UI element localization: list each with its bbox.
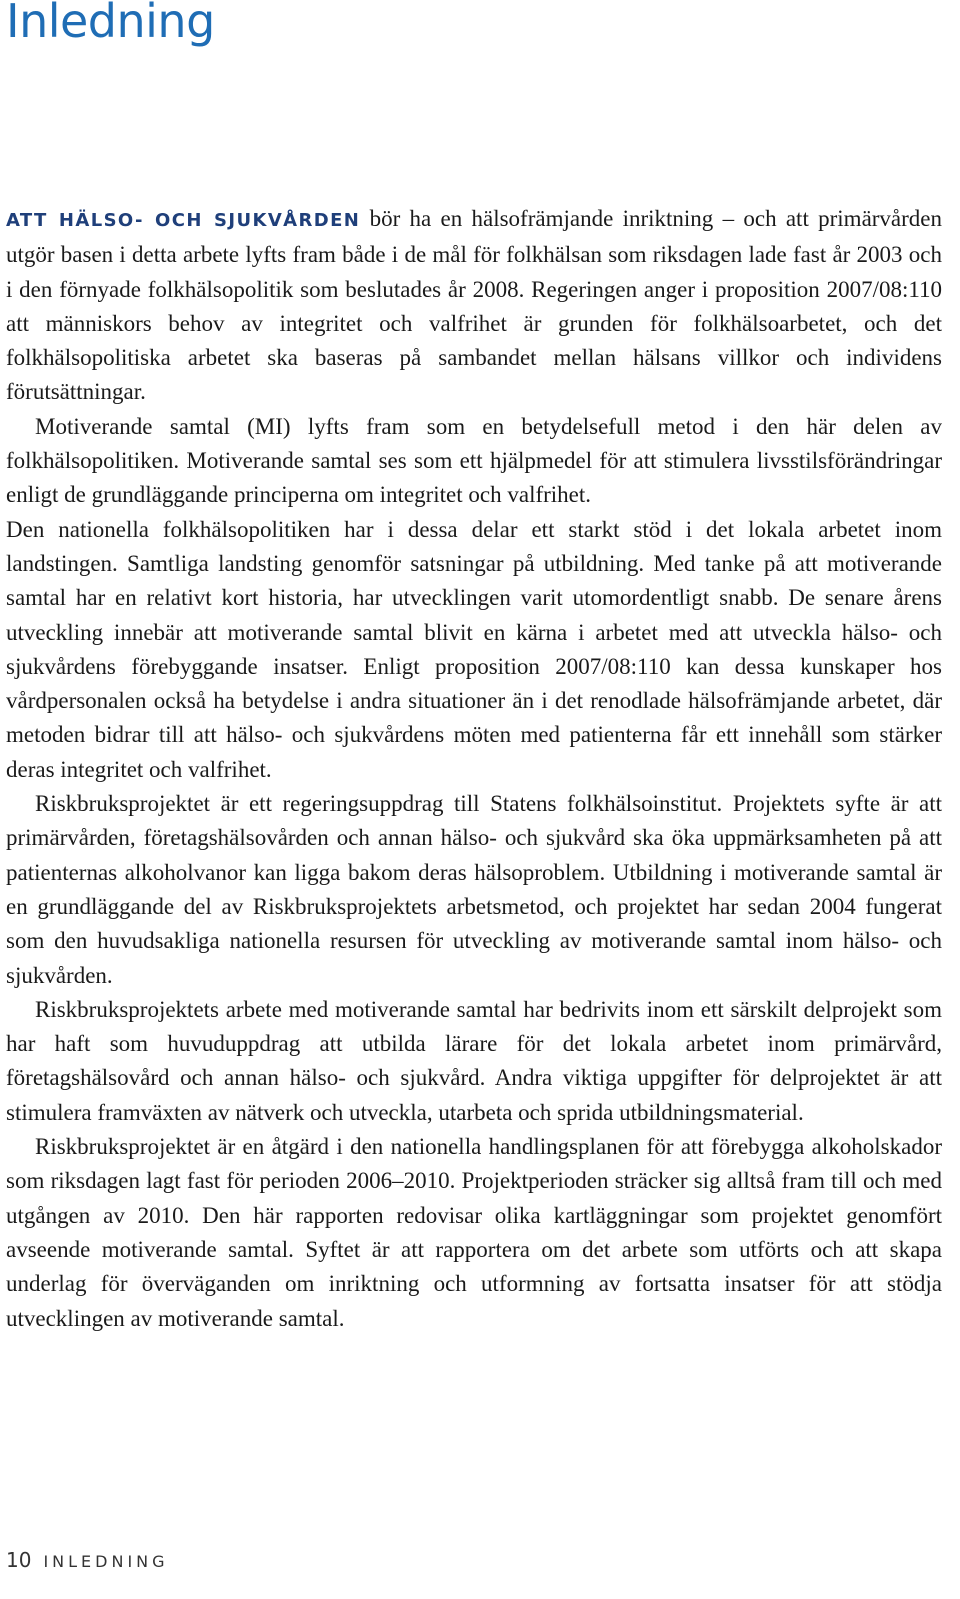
- paragraph: Motiverande samtal (MI) lyfts fram som en betydelsefull metod i den här delen av folkhälsopolitiken. Motiverande samtal ses som ett hjälpmedel för att stimulera livsstilsförändringar enligt de grundläggande principerna om integritet och valfrihet.: [6, 413, 942, 508]
- paragraph: Riskbruksprojektet är ett regeringsuppdrag till Statens folkhälsoinstitut. Projektets syfte är att primärvården, företagshälsovården och annan hälso- och sjukvård ska öka uppmärksamheten på att patienternas alkoholvanor kan ligga bakom deras hälsoproblem. Utbildning i motiverande samtal är en grundläggande del av Riskbruksprojektets arbetsmetod, och projektet har sedan 2004 fungerat som den huvudsakliga nationella resursen för utveckling av motiverande samtal inom hälso- och sjukvården.: [6, 791, 942, 988]
- body-text: [6, 202, 942, 1336]
- running-section-title: INLEDNING: [43, 1552, 169, 1571]
- page-footer: [6, 1548, 169, 1572]
- paragraph: [6, 202, 942, 410]
- paragraph: Den nationella folkhälsopolitiken har i dessa delar ett starkt stöd i det lokala arbetet inom landstingen. Samtliga landsting genomför satsningar på utbildning. Med tanke på att motiverande samtal har en relativt kort historia, har utvecklingen varit utomordentligt snabb. De senare årens utveckling innebär att motiverande samtal blivit en kärna i arbetet med att utveckla hälso- och sjukvårdens förebyggande insatser. Enligt proposition 2007/08:110 kan dessa kunskaper hos vårdpersonalen också ha betydelse i andra situationer än i det renodlade hälsofrämjande arbetet, där metoden bidrar till att hälso- och sjukvårdens möten med patienterna får ett innehåll som stärker deras integritet och valfrihet.: [6, 516, 942, 782]
- paragraph: Riskbruksprojektets arbete med motiverande samtal har bedrivits inom ett särskilt delprojekt som har haft som huvuduppdrag att utbilda lärare för det lokala arbetet inom primärvård, företagshälsovård och annan hälso- och sjukvård. Andra viktiga uppgifter för delprojektet är att stimulera framväxten av nätverk och utveckla, utarbeta och sprida utbildningsmaterial.: [6, 996, 942, 1125]
- lead-in: ATT HÄLSO- OCH SJUKVÅRDEN: [6, 210, 361, 231]
- page-number: 10: [6, 1548, 32, 1572]
- paragraph-text: bör ha en hälsofrämjande inriktning – och att primärvården utgör basen i detta arbete lyfts fram både i de mål för folkhälsan som riksdagen lade fast år 2003 och i den förnyade folkhälsopolitik som beslutades år 2008. Regeringen anger i proposition 2007/08:110 att människors behov av integritet och valfrihet är grunden för folkhälsoarbetet, och det folkhälsopolitiska arbetet ska baseras på sambandet mellan hälsans villkor och individens förutsättningar.: [6, 206, 943, 405]
- paragraph: Riskbruksprojektet är en åtgärd i den nationella handlingsplanen för att förebygga alkoholskador som riksdagen lagt fast för perioden 2006–2010. Projektperioden sträcker sig alltså fram till och med utgången av 2010. Den här rapporten redovisar olika kartläggningar som projektet genomfört avseende motiverande samtal. Syftet är att rapportera om det arbete som utförts och att skapa underlag för överväganden om inriktning och utformning av fortsatta insatser för att stödja utvecklingen av motiverande samtal.: [6, 1134, 942, 1331]
- page-title: Inledning: [6, 0, 215, 48]
